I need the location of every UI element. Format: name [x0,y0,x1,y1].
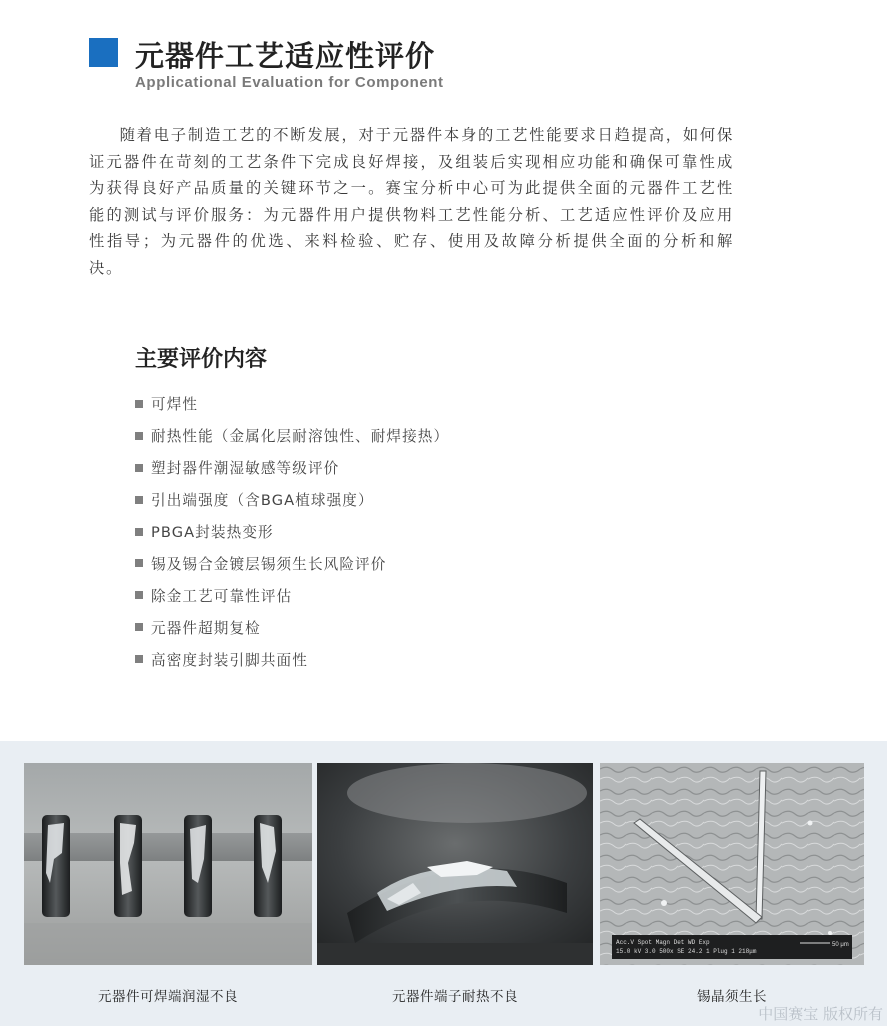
page-subtitle: Applicational Evaluation for Component [135,74,444,91]
intro-paragraph: 随着电子制造工艺的不断发展，对于元器件本身的工艺性能要求日趋提高，如何保证元器件在苛刻的工艺条件下完成良好焊接，及组装后实现相应功能和确保可靠性成为获得良好产品质量的关键环节之一。赛宝分析中心可为此提供全面的元器件工艺性能的测试与评价服务：为元器件用户提供物料工艺性能分析、工艺适应性评价及应用性指导；为元器件的优选、来料检验、贮存、使用及故障分析提供全面的分析和解决。 [89,126,734,277]
list-item [135,484,449,516]
terminal-heat-damage-photo [317,763,593,965]
sem-scale-label: 50 μm [832,942,849,948]
list-item-label: 可焊性 [151,396,199,414]
list-item-label: 塑封器件潮湿敏感等级评价 [151,460,340,478]
square-bullet-icon [135,432,143,440]
square-bullet-icon [135,559,143,567]
square-bullet-icon [135,655,143,663]
photo-caption: 锡晶须生长 [697,989,767,1005]
evaluation-list [135,388,449,675]
list-item-label: 耐热性能（金属化层耐溶蚀性、耐焊接热） [151,428,450,446]
square-bullet-icon [135,591,143,599]
list-item [135,516,449,548]
photo-gallery [0,741,887,1026]
list-item-label: 元器件超期复检 [151,619,261,637]
list-item [135,547,449,579]
square-bullet-icon [135,496,143,504]
list-item-label: 锡及锡合金镀层锡须生长风险评价 [151,555,387,573]
square-bullet-icon [135,464,143,472]
title-accent-square [89,38,118,67]
list-item [135,579,449,611]
list-item [135,388,449,420]
square-bullet-icon [135,528,143,536]
list-item-label: 高密度封装引脚共面性 [151,651,308,669]
list-item-label: 引出端强度（含BGA植球强度） [151,492,374,510]
page-title: 元器件工艺适应性评价 [135,39,436,73]
copyright-watermark: 中国赛宝 版权所有 [758,1005,883,1023]
sem-info-line2: 15.0 kV 3.0 500x SE 24.2 1 Plug 1 218μm [616,948,757,955]
component-terminal-photo [24,763,312,965]
section-title: 主要评价内容 [135,347,268,372]
list-item [135,643,449,675]
list-item-label: 除金工艺可靠性评估 [151,587,293,605]
list-item [135,420,449,452]
list-item [135,452,449,484]
sem-info-line1: Acc.V Spot Magn Det WD Exp [616,939,710,946]
sem-tin-whisker-photo [600,763,864,965]
photo-caption: 元器件可焊端润湿不良 [98,989,238,1005]
square-bullet-icon [135,400,143,408]
square-bullet-icon [135,623,143,631]
list-item [135,611,449,643]
list-item-label: PBGA封装热变形 [151,524,274,541]
photo-caption: 元器件端子耐热不良 [392,989,518,1005]
